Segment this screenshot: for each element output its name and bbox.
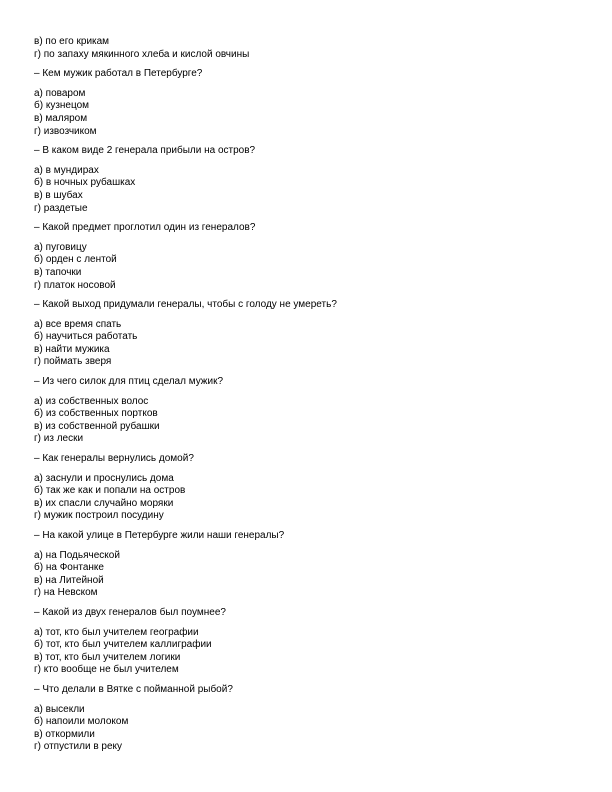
answer-list xyxy=(34,396,594,446)
answer-option: а) пуговицу xyxy=(34,241,87,253)
question-text: – В каком виде 2 генерала прибыли на остров? xyxy=(34,145,256,157)
answer-option: б) на Фонтанке xyxy=(34,562,104,574)
answer-option: а) в мундирах xyxy=(34,164,99,176)
answer-option: г) платок носовой xyxy=(34,279,116,291)
question-block xyxy=(34,453,594,523)
answer-option: а) заснули и проснулись дома xyxy=(34,472,174,484)
answer-option: б) так же как и попали на остров xyxy=(34,485,186,497)
answer-option: г) кто вообще не был учителем xyxy=(34,664,179,676)
question-block xyxy=(34,222,594,292)
answer-option: г) отпустили в реку xyxy=(34,741,123,753)
answer-option: а) на Подьяческой xyxy=(34,549,120,561)
question-text: – Кем мужик работал в Петербурге? xyxy=(34,68,203,80)
answer-option: б) тот, кто был учителем каллиграфии xyxy=(34,639,212,651)
question-text: – Что делали в Вятке с пойманной рыбой? xyxy=(34,683,233,695)
answer-list xyxy=(34,473,594,523)
lead-answer-block xyxy=(34,36,594,61)
answer-option: г) извозчиком xyxy=(34,125,97,137)
answer-option: б) орден с лентой xyxy=(34,254,117,266)
answer-option: г) поймать зверя xyxy=(34,356,112,368)
answer-option: г) на Невском xyxy=(34,587,98,599)
question-text: – Какой предмет проглотил один из генералов? xyxy=(34,222,256,234)
answer-list xyxy=(34,627,594,677)
answer-list xyxy=(34,704,594,754)
answer-option: в) по его крикам xyxy=(34,36,110,47)
answer-option: г) по запаху мякинного хлеба и кислой овчины xyxy=(34,48,250,60)
answer-option: а) из собственных волос xyxy=(34,395,149,407)
question-block xyxy=(34,684,594,754)
answer-option: в) откормили xyxy=(34,728,95,740)
answer-option: б) напоили молоком xyxy=(34,716,129,728)
answer-option: б) кузнецом xyxy=(34,100,90,112)
answer-list xyxy=(34,165,594,215)
answer-option: в) в шубах xyxy=(34,189,83,201)
answer-option: в) тот, кто был учителем логики xyxy=(34,651,181,663)
answer-list xyxy=(34,88,594,138)
answer-option: а) поваром xyxy=(34,87,86,99)
answer-option: б) в ночных рубашках xyxy=(34,177,136,189)
answer-option: а) тот, кто был учителем географии xyxy=(34,626,199,638)
question-text: – Какой из двух генералов был поумнее? xyxy=(34,606,226,618)
question-block xyxy=(34,530,594,600)
question-text: – Из чего силок для птиц сделал мужик? xyxy=(34,376,224,388)
answer-list xyxy=(34,242,594,292)
question-block xyxy=(34,376,594,446)
document-page xyxy=(34,36,594,761)
answer-option: а) все время спать xyxy=(34,318,122,330)
answer-option: в) их спасли случайно моряки xyxy=(34,497,174,509)
question-block xyxy=(34,299,594,369)
answer-option: в) маляром xyxy=(34,112,88,124)
question-block xyxy=(34,68,594,138)
answer-option: в) тапочки xyxy=(34,266,82,278)
answer-option: б) из собственных портков xyxy=(34,408,158,420)
answer-option: г) раздетые xyxy=(34,202,88,214)
question-text: – Какой выход придумали генералы, чтобы с голоду не умереть? xyxy=(34,299,337,311)
answer-list xyxy=(34,550,594,600)
answer-list xyxy=(34,319,594,369)
question-block xyxy=(34,145,594,215)
question-text: – Как генералы вернулись домой? xyxy=(34,453,194,465)
answer-option: г) из лески xyxy=(34,433,84,445)
answer-option: г) мужик построил посудину xyxy=(34,510,164,522)
question-text: – На какой улице в Петербурге жили наши генералы? xyxy=(34,530,285,541)
answer-option: б) научиться работать xyxy=(34,331,138,343)
answer-option: в) на Литейной xyxy=(34,574,104,586)
answer-option: в) из собственной рубашки xyxy=(34,420,160,432)
answer-option: а) высекли xyxy=(34,703,85,715)
question-block xyxy=(34,607,594,677)
answer-option: в) найти мужика xyxy=(34,343,110,355)
